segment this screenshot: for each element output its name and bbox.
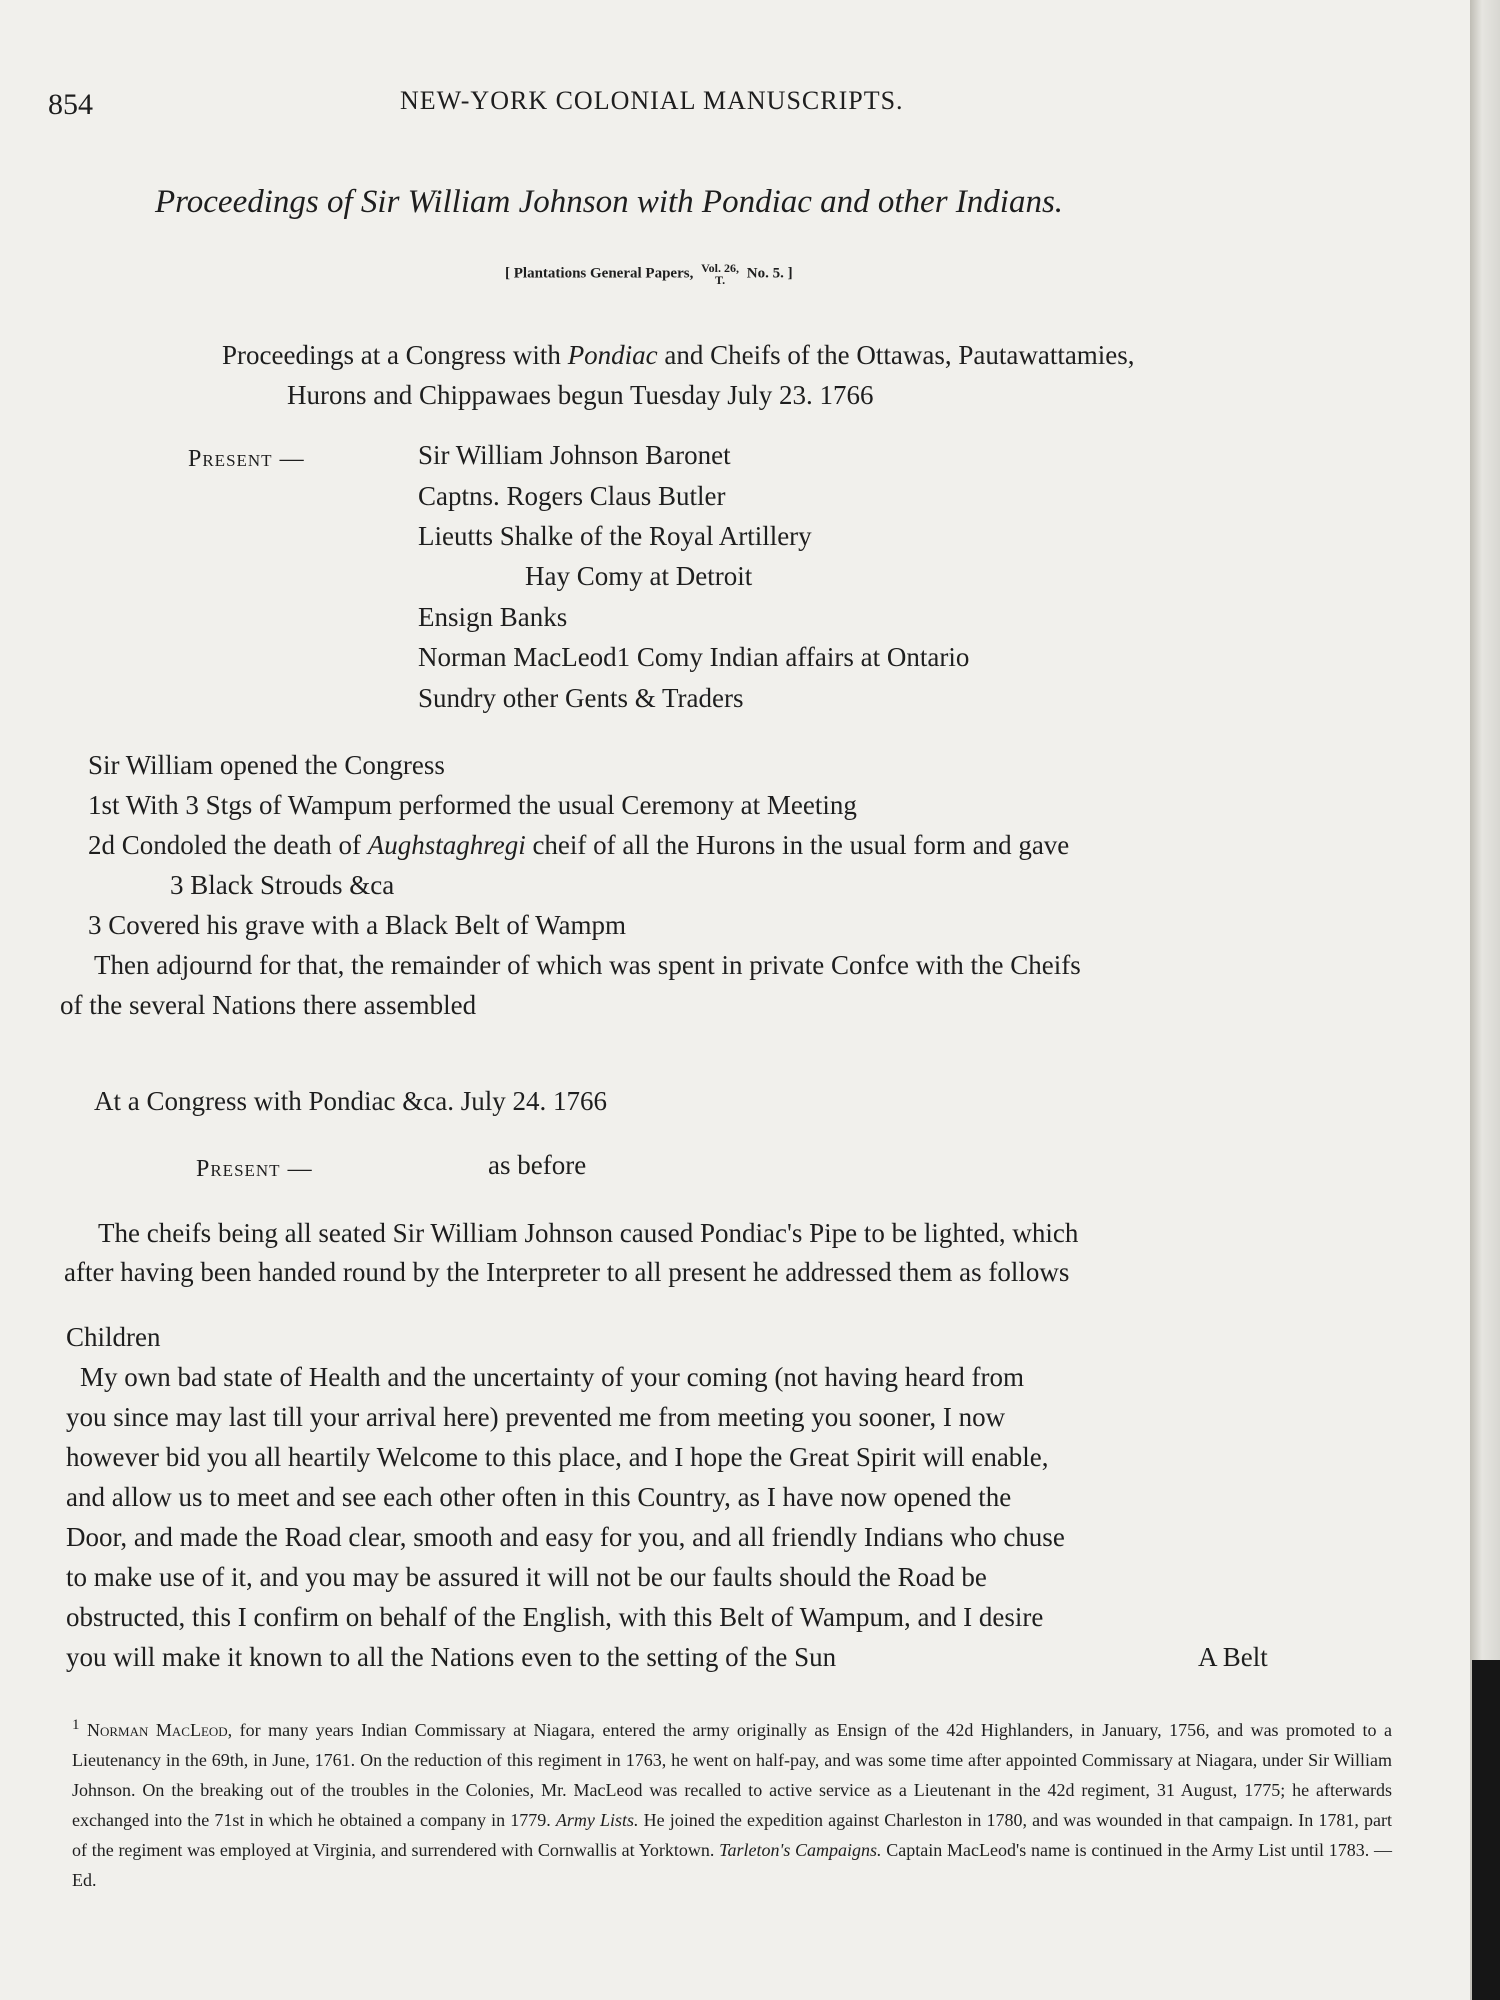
source-volume-top: Vol. 26, <box>701 261 739 275</box>
body1-line-2: 1st With 3 Stgs of Wampum performed the usual Ceremony at Meeting <box>88 790 857 820</box>
present-line-5: Ensign Banks <box>418 602 568 632</box>
footnote-marker: 1 <box>72 1717 80 1733</box>
body2-line-4: My own bad state of Health and the uncertainty of your coming (not having heard from <box>80 1362 1024 1392</box>
present-line-2: Captns. Rogers Claus Butler <box>418 481 726 511</box>
body2-line-9: to make use of it, and you may be assured it will not be our faults should the Road be <box>66 1562 987 1592</box>
body2-line-1: The cheifs being all seated Sir William Johnson caused Pondiac's Pipe to be lighted, which <box>98 1218 1079 1248</box>
intro-line-1 <box>222 340 1135 371</box>
body1-line-5: 3 Covered his grave with a Black Belt of Wampm <box>88 910 626 940</box>
intro-line-2: Hurons and Chippawaes begun Tuesday July 23. 1766 <box>287 380 874 410</box>
intro-text-c: and Cheifs of the Ottawas, Pautawattamies, <box>657 340 1135 370</box>
present-line-7: Sundry other Gents & Traders <box>418 683 744 713</box>
body1-line-1: Sir William opened the Congress <box>88 750 445 780</box>
body2-line-8: Door, and made the Road clear, smooth and easy for you, and all friendly Indians who chuse <box>66 1522 1065 1552</box>
document-title: Proceedings of Sir William Johnson with Pondiac and other Indians. <box>155 184 1064 220</box>
intro-text-a: Proceedings at a Congress with <box>222 340 568 370</box>
present-label: Present — <box>188 446 305 472</box>
congress2-heading: At a Congress with Pondiac &ca. July 24. 1766 <box>94 1086 607 1116</box>
footnote-ref-army-lists: Army Lists. <box>555 1810 639 1830</box>
body1-line-7: of the several Nations there assembled <box>60 990 477 1020</box>
body2-line-6: however bid you all heartily Welcome to this place, and I hope the Great Spirit will enable, <box>66 1442 1049 1472</box>
body1-text-a: 2d Condoled the death of <box>88 830 368 860</box>
present-line-1: Sir William Johnson Baronet <box>418 440 731 470</box>
intro-text-pondiac: Pondiac <box>567 340 658 370</box>
footnote <box>72 1710 1392 1895</box>
body1-text-name: Aughstaghregi <box>367 830 526 860</box>
body2-line-2: after having been handed round by the Interpreter to all present he addressed them as follows <box>64 1257 1070 1287</box>
body1-text-c: cheif of all the Hurons in the usual form and gave <box>525 830 1070 860</box>
footnote-text-1: for many years Indian Commissary at Niagara, entered the army originally as Ensign of the 42d Highlanders, in January, 1756, and was promoted to a Lieutenancy in the 69th, in June, 1761. On the reduction of this regiment in 1763, he went on half-pay, and was some time after appointed Commissary at Niagara, under Sir William Johnson. On the breaking out of the troubles in the Colonies, Mr. MacLeod was recalled to active service as a Lieutenant in the 42d regiment, 31 August, 1775; he afterwards exchanged into the 71st in which he obtained a company in 1779. <box>72 1720 1393 1830</box>
source-citation <box>505 262 793 286</box>
source-volume-bottom: T. <box>714 273 726 287</box>
present-line-6: Norman MacLeod1 Comy Indian affairs at Ontario <box>418 642 970 672</box>
body2-line-10: obstructed, this I confirm on behalf of the English, with this Belt of Wampum, and I desire <box>66 1602 1044 1632</box>
present-line-3: Lieutts Shalke of the Royal Artillery <box>418 521 812 551</box>
source-prefix: [ Plantations General Papers, <box>505 265 694 282</box>
body1-line-3 <box>88 830 1069 861</box>
body2-line-7: and allow us to meet and see each other often in this Country, as I have now opened the <box>66 1482 1012 1512</box>
footnote-text-3: Captain MacLeod's name is continued in the Army List until 1783. — Ed. <box>72 1840 1392 1890</box>
present2-value: as before <box>488 1150 587 1180</box>
body2-line-3: Children <box>66 1322 161 1352</box>
footnote-text-2: He joined the expedition against Charleston in 1780, and was wounded in that campaign. In 1781, part of the regiment was employed at Virginia, and surrendered with Cornwallis at Yorktown. <box>72 1810 1392 1860</box>
page-number: 854 <box>48 88 93 121</box>
belt-note: A Belt <box>1198 1642 1268 1672</box>
footnote-name: Norman MacLeod, <box>87 1720 233 1740</box>
present-line-4: Hay Comy at Detroit <box>525 561 753 591</box>
body2-line-5: you since may last till your arrival here) prevented me from meeting you sooner, I now <box>66 1402 1006 1432</box>
body1-line-6: Then adjournd for that, the remainder of which was spent in private Confce with the Cheifs <box>94 950 1081 980</box>
background-shadow <box>1472 1660 1500 2000</box>
body2-line-11: you will make it known to all the Nations even to the setting of the Sun <box>66 1642 837 1672</box>
running-title: NEW-YORK COLONIAL MANUSCRIPTS. <box>400 86 904 115</box>
source-suffix: No. 5. ] <box>746 265 793 282</box>
footnote-ref-tarleton: Tarleton's Campaigns. <box>719 1840 882 1860</box>
source-volume <box>701 262 739 286</box>
present2-label: Present — <box>196 1156 313 1182</box>
body1-line-4: 3 Black Strouds &ca <box>170 870 395 900</box>
